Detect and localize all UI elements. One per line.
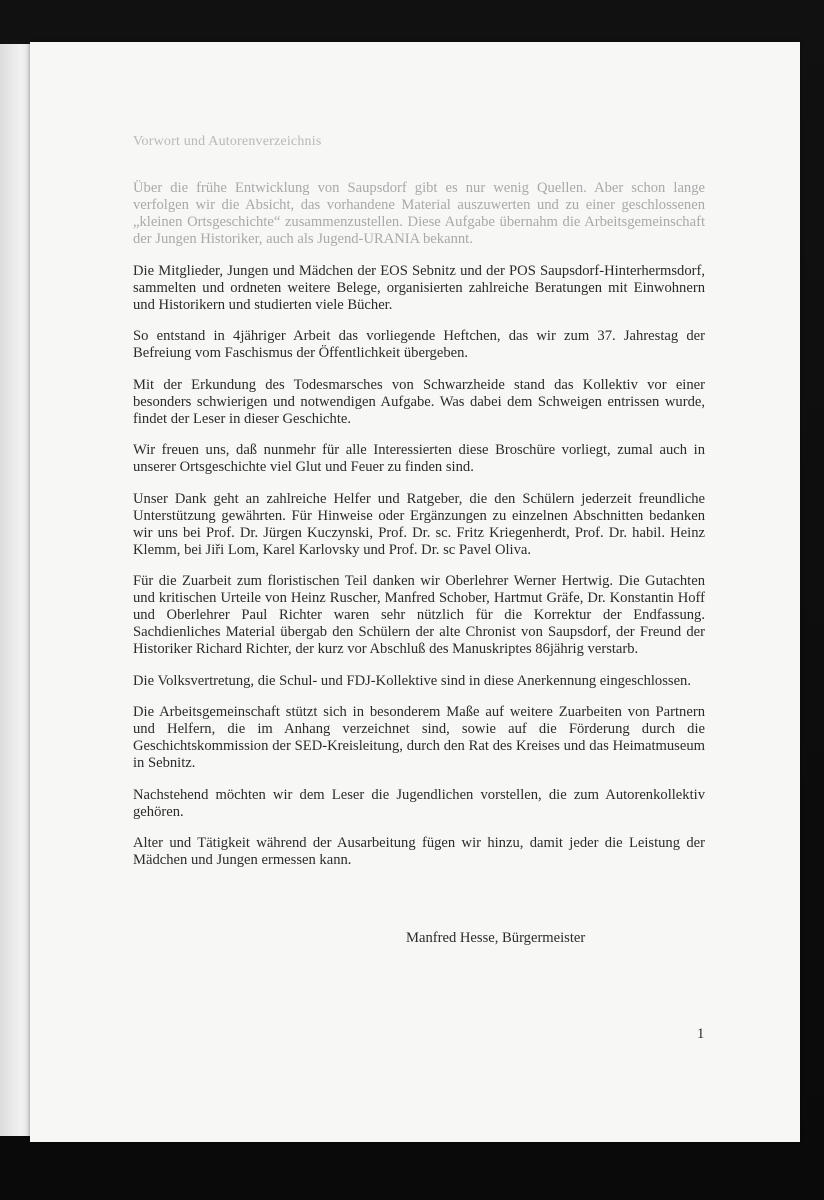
paragraph-5: Wir freuen uns, daß nunmehr für alle Interessierten diese Broschüre vorliegt, zumal auch in unserer Ortsgeschichte viel Glut und Feuer zu finden sind. <box>133 442 705 475</box>
paragraph-8: Die Volksvertretung, die Schul- und FDJ-Kollektive sind in diese Anerkennung eingeschlossen. <box>133 672 691 689</box>
document-page <box>30 42 800 1142</box>
paragraph-9: Die Arbeitsgemeinschaft stützt sich in besonderem Maße auf weitere Zuarbeiten von Partnern und Helfern, die im Anhang verzeichnet sind, sowie auf die Förderung durch die Geschichtskommission der SED-Kreisleitung, durch den Rat des Kreises und das Heimatmuseum in Sebnitz. <box>133 704 705 771</box>
paragraph-1: Über die frühe Entwicklung von Saupsdorf gibt es nur wenig Quellen. Aber schon lange verfolgen wir die Absicht, das vorhandene Material auszuwerten und zu einer geschlossenen „kleinen Ortsgeschichte“ zusammenzustellen. Diese Aufgabe übernahm die Arbeitsgemeinschaft der Jungen Historiker, auch als Jugend-URANIA bekannt. <box>133 180 705 247</box>
paragraph-3: So entstand in 4jähriger Arbeit das vorliegende Heftchen, das wir zum 37. Jahrestag der Befreiung vom Faschismus der Öffentlichkeit übergeben. <box>133 328 705 361</box>
signature-line: Manfred Hesse, Bürgermeister <box>406 930 586 946</box>
paragraph-7: Für die Zuarbeit zum floristischen Teil danken wir Oberlehrer Werner Hertwig. Die Gutachten und kritischen Urteile von Heinz Ruscher, Manfred Schober, Hartmut Gräfe, Dr. Konstantin Hoff und Oberlehrer Paul Richter waren sehr nützlich für die Korrektur der Endfassung. Sachdienliches Material übergab den Schülern der alte Chronist von Saupsdorf, der Freund der Historiker Richard Richter, der kurz vor Abschluß des Manuskriptes 86jährig verstarb. <box>133 573 705 657</box>
document-body <box>133 180 705 884</box>
adjacent-page-edge <box>0 44 31 1136</box>
page-number: 1 <box>697 1026 705 1042</box>
paragraph-6: Unser Dank geht an zahlreiche Helfer und Ratgeber, die den Schülern jederzeit freundliche Unterstützung gewährten. Für Hinweise oder Ergänzungen zu einzelnen Abschnitten bedanken wir uns bei Prof. Dr. Jürgen Kuczynski, Prof. Dr. sc. Fritz Kriegenherdt, Prof. Dr. habil. Heinz Klemm, bei Jiři Lom, Karel Karlovsky und Prof. Dr. sc Pavel Oliva. <box>133 490 705 558</box>
paragraph-2: Die Mitglieder, Jungen und Mädchen der EOS Sebnitz und der POS Saupsdorf-Hinterhermsdorf, sammelten und ordneten weitere Belege, organisierten zahlreiche Beratungen mit Einwohnern und Historikern und studierten viele Bücher. <box>133 262 705 313</box>
paragraph-4: Mit der Erkundung des Todesmarsches von Schwarzheide stand das Kollektiv vor einer besonders schwierigen und notwendigen Aufgabe. Was dabei dem Schweigen entrissen wurde, findet der Leser in dieser Geschichte. <box>133 376 705 427</box>
paragraph-11: Alter und Tätigkeit während der Ausarbeitung fügen wir hinzu, damit jeder die Leistung der Mädchen und Jungen ermessen kann. <box>133 835 705 868</box>
paragraph-10: Nachstehend möchten wir dem Leser die Jugendlichen vorstellen, die zum Autorenkollektiv gehören. <box>133 786 705 820</box>
document-title: Vorwort und Autorenverzeichnis <box>133 134 322 149</box>
